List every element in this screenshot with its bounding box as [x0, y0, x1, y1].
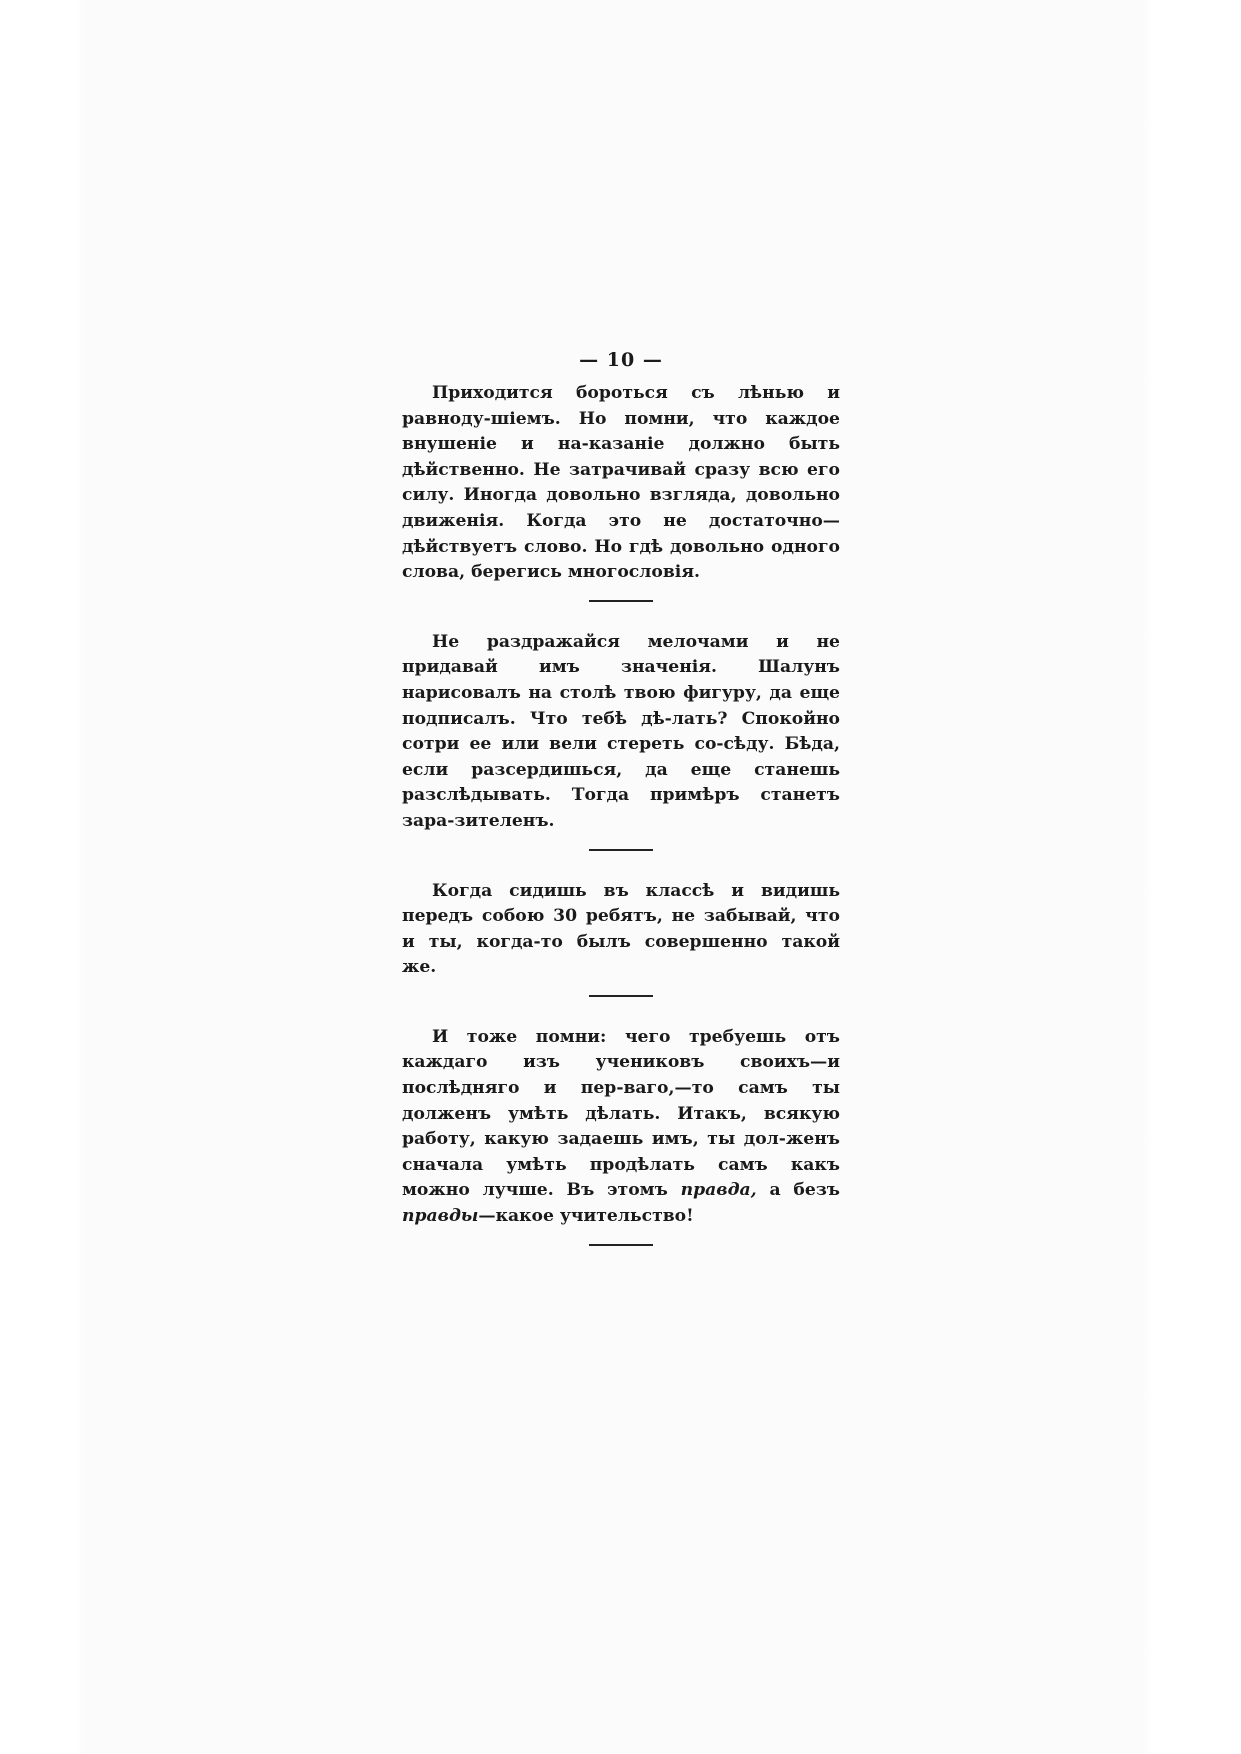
- section-separator: [589, 995, 653, 997]
- section-separator: [589, 849, 653, 851]
- paragraph-2: Не раздражайся мелочами и не придавай имъ значенія. Шалунъ нарисовалъ на столѣ твою фигуру, да еще подписалъ. Что тебѣ дѣ-лать? Спокойно сотри ее или вели стереть со-сѣду. Бѣда, если разсердишься, да еще станешь разслѣдывать. Тогда примѣръ станетъ зара-зителенъ.: [402, 631, 840, 831]
- page-number: — 10 —: [579, 349, 663, 371]
- section-separator: [589, 600, 653, 602]
- paragraph-4-text-end: —какое учительство!: [478, 1206, 694, 1227]
- italic-word-pravda: правда,: [680, 1180, 757, 1201]
- paragraph-3: Когда сидишь въ классѣ и видишь передъ собою 30 ребятъ, не забывай, что и ты, когда-то былъ совершенно такой же.: [402, 880, 840, 978]
- section-separator: [589, 1244, 653, 1246]
- paragraph-1: Приходится бороться съ лѣнью и равноду-шіемъ. Но помни, что каждое внушеніе и на-казаніе должно быть дѣйственно. Не затрачивай сразу всю его силу. Иногда довольно взгляда, довольно движенія. Когда это не достаточно—дѣйствуетъ слово. Но гдѣ довольно одного слова, берегись многословія.: [402, 383, 840, 583]
- paragraph-4-text-start: И тоже помни: чего требуешь отъ каждаго изъ учениковъ своихъ—и послѣдняго и пер-ваго,—то самъ ты долженъ умѣть дѣлать. Итакъ, всякую работу, какую задаешь имъ, ты дол-женъ сначала умѣть продѣлать самъ какъ можно лучше. Въ этомъ: [402, 1026, 840, 1201]
- italic-word-pravdy: правды: [402, 1206, 479, 1227]
- paragraph-4-text-middle: а безъ: [756, 1180, 840, 1201]
- paragraph-4: [402, 1025, 840, 1230]
- text-column: [402, 346, 840, 1274]
